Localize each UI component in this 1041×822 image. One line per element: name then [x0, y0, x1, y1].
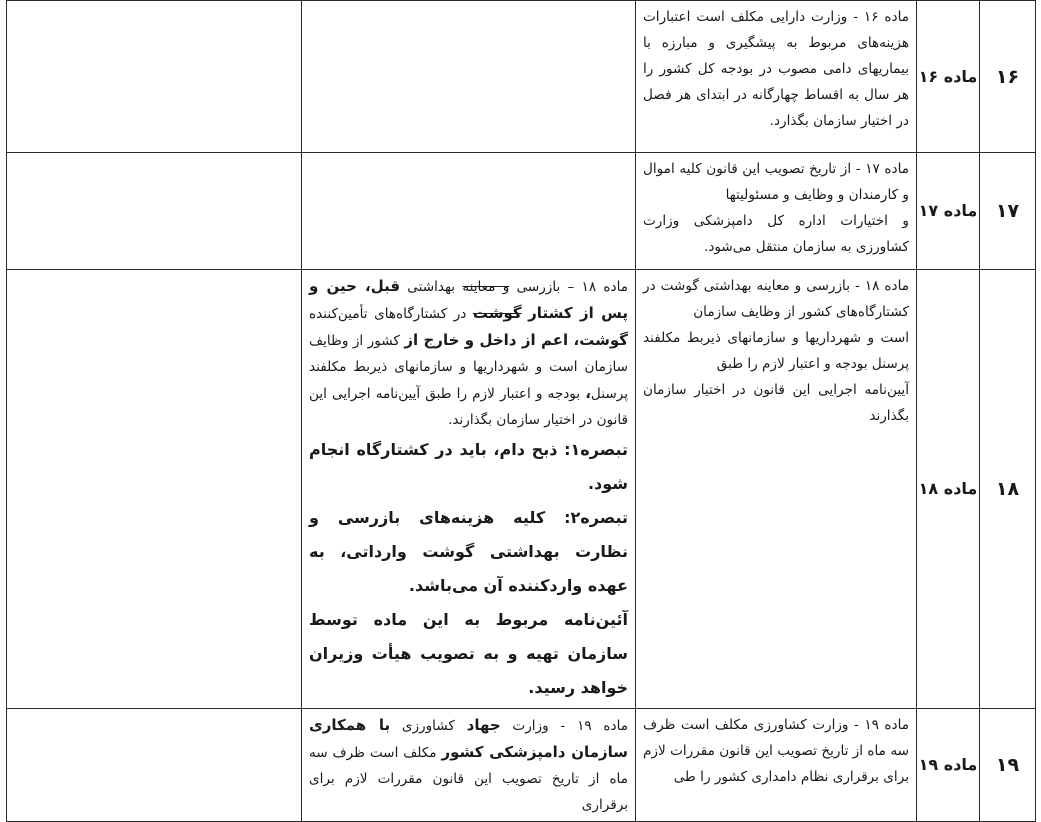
text-run: ماده ۱۸ – بازرسی — [509, 279, 628, 295]
amended-paragraph — [309, 273, 628, 433]
note-cell — [7, 709, 302, 822]
amended-text — [302, 270, 636, 709]
text-run: بودجه و اعتبار لازم را طبق آیین‌نامه اجرایی این قانون در اختیار سازمان بگذارند. — [309, 386, 628, 428]
article-label: ماده ۱۹ — [917, 709, 980, 822]
article-label: ماده ۱۷ — [917, 153, 980, 270]
comparison-table — [6, 0, 1036, 822]
row-number: ۱۷ — [980, 153, 1036, 270]
note-1: تبصره۱: ذبح دام، باید در کشتارگاه انجام شود. — [309, 440, 628, 493]
original-line: ماده ۱۸ - بازرسی و معاینه بهداشتی گوشت در کشتارگاه‌های کشور از وظایف سازمان — [643, 278, 910, 320]
row-number: ۱۸ — [980, 270, 1036, 709]
original-text: ماده ۱۶ - وزارت دارایی مکلف است اعتبارات هزینه‌های مربوط به پیشگیری و مبارزه با بیماریهای دامی مصوب در بودجه کل کشور را هر سال به اقساط چهارگانه در ابتدای هر فصل در اختیار سازمان بگذارد. — [636, 1, 917, 153]
note-cell — [7, 153, 302, 270]
text-run: در کشتارگاه‌های تأمین‌کننده — [309, 306, 473, 322]
amended-text — [302, 709, 636, 822]
original-line: ماده ۱۷ - از تاریخ تصویب این قانون کلیه اموال و کارمندان و وظایف و مسئولیتها — [643, 161, 910, 203]
table-row — [7, 1, 1036, 153]
row-number: ۱۶ — [980, 1, 1036, 153]
note-2: تبصره۲: کلیه هزینه‌های بازرسی و نظارت بهداشتی گوشت وارداتی، به عهده واردکننده آن می‌باشد. — [309, 508, 628, 595]
bold-text: قبل، حین و پس از کشتار — [309, 277, 629, 322]
note-cell — [7, 270, 302, 709]
article-label: ماده ۱۸ — [917, 270, 980, 709]
bold-text: جهاد — [466, 716, 501, 734]
table-row — [7, 709, 1036, 822]
note-cell — [7, 1, 302, 153]
row-number: ۱۹ — [980, 709, 1036, 822]
amended-text — [302, 153, 636, 270]
article-label: ماده ۱۶ — [917, 1, 980, 153]
struck-text: و معاینه — [462, 279, 510, 295]
bold-text: گوشت، اعم از داخل و خارج از — [404, 331, 629, 349]
original-text — [636, 270, 917, 709]
original-line: است و شهرداریها و سازمانهای ذیربط مکلفند پرسنل بودجه و اعتبار لازم را طبق — [643, 330, 909, 372]
original-text — [636, 153, 917, 270]
struck-text: گوشت — [472, 304, 522, 322]
text-run: بهداشتی — [400, 279, 463, 295]
table-row — [7, 270, 1036, 709]
table-row — [7, 153, 1036, 270]
original-line: آیین‌نامه اجرایی این قانون در اختیار سازمان بگذارند — [643, 382, 909, 424]
bold-text: ، — [585, 384, 591, 402]
original-text: ماده ۱۹ - وزارت کشاورزی مکلف است ظرف سه ماه از تاریخ تصویب این قانون مقررات لازم برای برقراری نظام دامداری کشور را طی — [636, 709, 917, 822]
text-run: ماده ۱۹ - وزارت — [500, 718, 629, 734]
text-run: کشاورزی — [390, 718, 467, 734]
text-run: کشور از وظایف سازمان است و شهرداریها و سازمانهای ذیربط مکلفند پرسنل — [309, 333, 628, 402]
text-run: مکلف است ظرف سه ماه از تاریخ تصویب این قانون مقررات لازم برای برقراری — [309, 745, 628, 813]
bold-text: با همکاری سازمان دامپزشکی کشور — [309, 716, 628, 761]
original-line: و اختیارات اداره کل دامپزشکی وزارت کشاورزی به سازمان منتقل می‌شود. — [643, 213, 909, 255]
amended-text — [302, 1, 636, 153]
regulation-note: آئین‌نامه مربوط به این ماده توسط سازمان تهیه و به تصویب هیأت وزیران خواهد رسید. — [309, 610, 628, 697]
